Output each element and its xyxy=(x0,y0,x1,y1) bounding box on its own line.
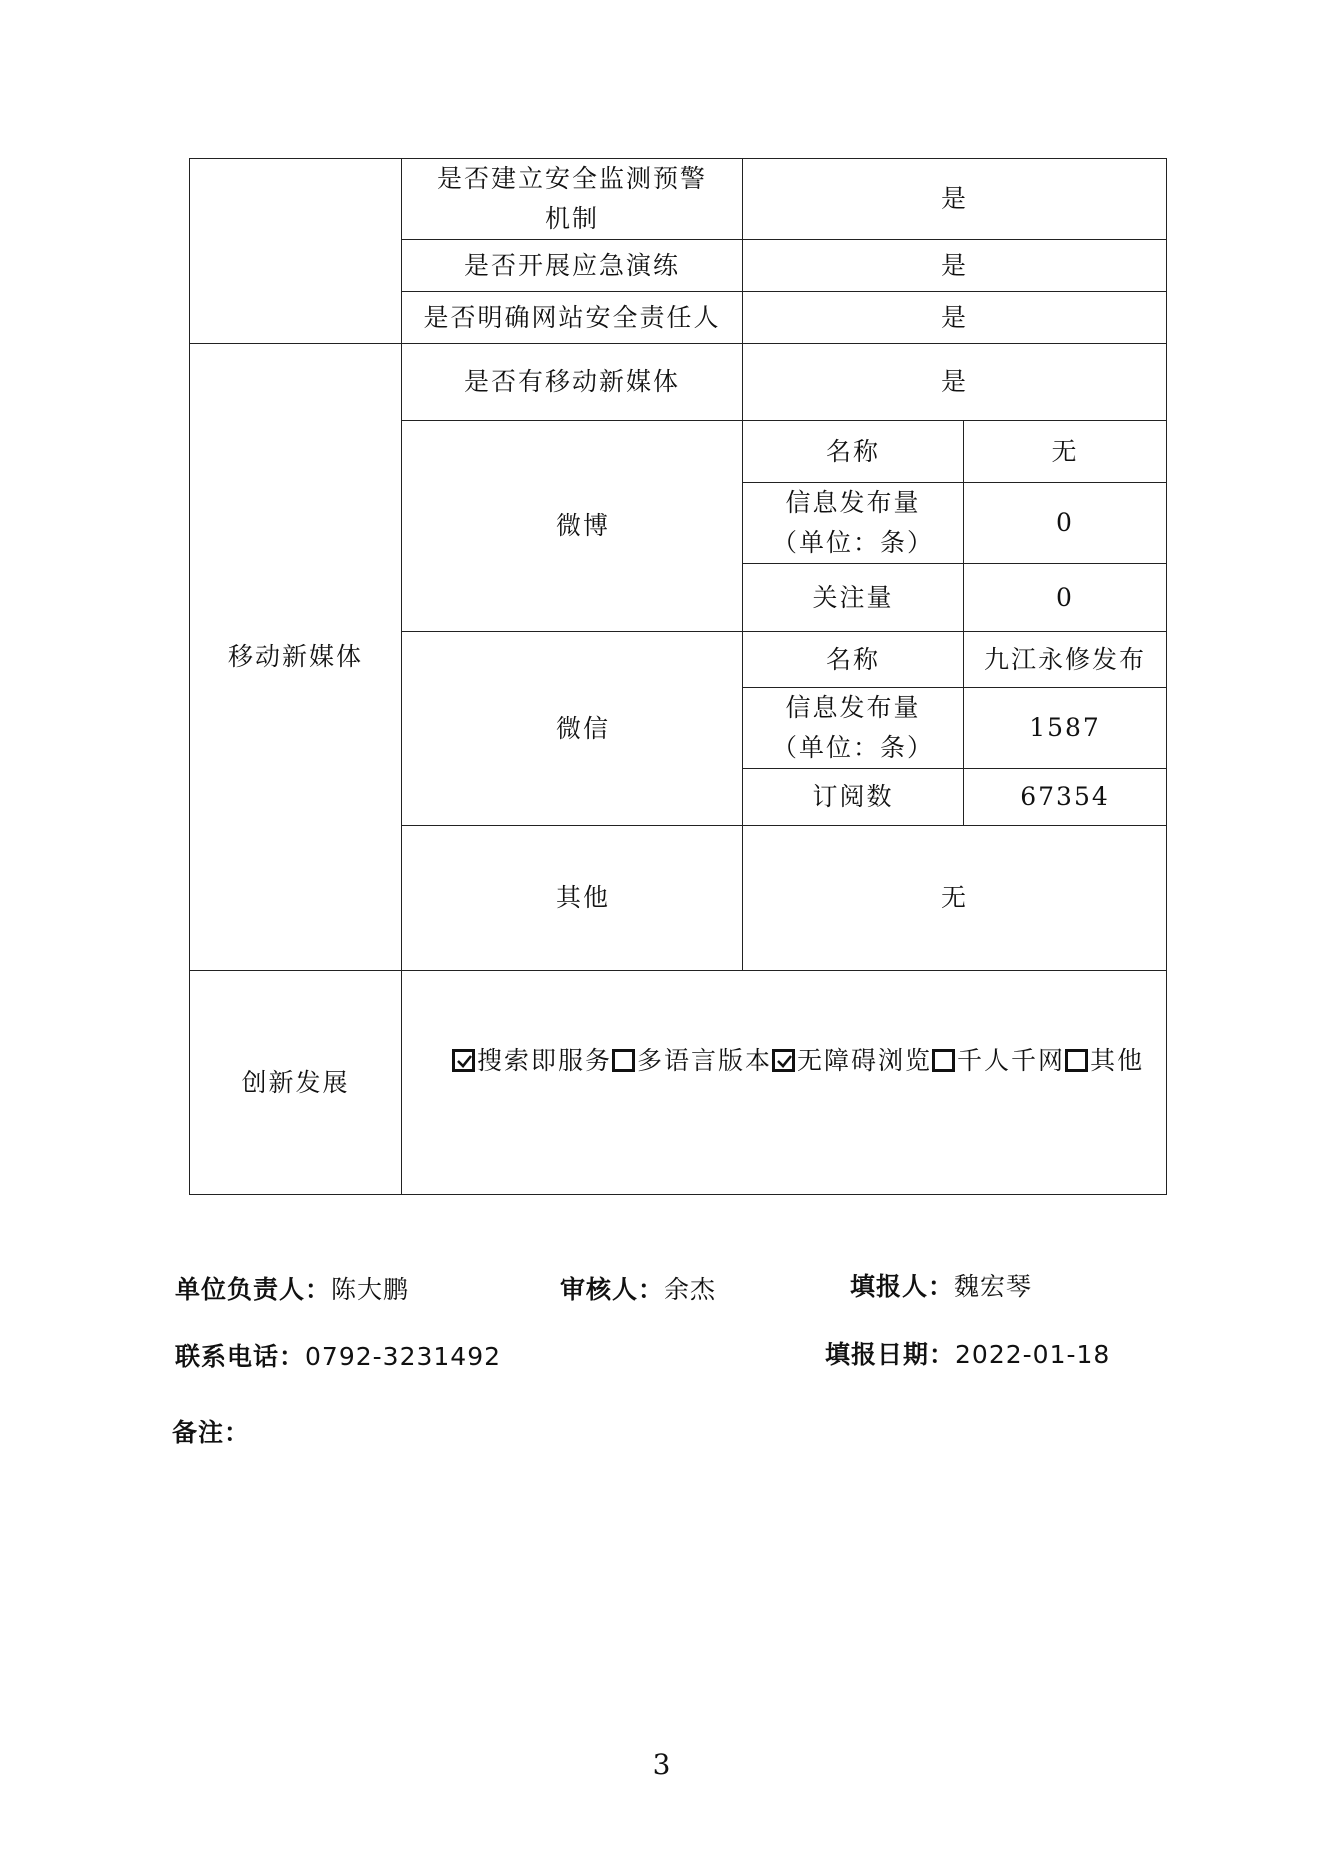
weibo-name-label: 名称 xyxy=(743,421,964,483)
date-label: 填报日期： xyxy=(825,1340,956,1369)
wechat-name-value: 九江永修发布 xyxy=(964,632,1167,688)
weibo-label: 微博 xyxy=(402,421,743,632)
weibo-posts-label: 信息发布量 （单位：条） xyxy=(743,483,964,564)
checkbox-unchecked-icon[interactable] xyxy=(612,1049,635,1072)
wechat-subscribers-label: 订阅数 xyxy=(743,769,964,826)
checkbox-checked-icon[interactable] xyxy=(452,1049,475,1072)
security-owner-value: 是 xyxy=(743,292,1167,344)
weibo-name-value: 无 xyxy=(964,421,1167,483)
phone-value: 0792-3231492 xyxy=(305,1342,501,1371)
checkbox-unchecked-icon[interactable] xyxy=(1065,1049,1088,1072)
unit-head-label: 单位负责人： xyxy=(175,1275,332,1304)
date-line xyxy=(825,1335,1110,1371)
emergency-drill-value: 是 xyxy=(743,240,1167,292)
has-mobile-media-value: 是 xyxy=(743,344,1167,421)
weibo-followers-label: 关注量 xyxy=(743,564,964,632)
remarks-line xyxy=(172,1413,250,1449)
checkbox-checked-icon[interactable] xyxy=(772,1049,795,1072)
innovation-option-label: 其他 xyxy=(1090,1046,1145,1075)
reviewer-label: 审核人： xyxy=(560,1275,665,1304)
innovation-option-label: 千人千网 xyxy=(957,1046,1066,1075)
filler-value: 魏宏琴 xyxy=(954,1272,1033,1301)
section-cell-blank xyxy=(190,159,402,344)
reviewer-value: 余杰 xyxy=(664,1275,717,1304)
date-value: 2022-01-18 xyxy=(955,1340,1111,1369)
security-owner-label: 是否明确网站安全责任人 xyxy=(402,292,743,344)
reviewer-line xyxy=(560,1270,716,1306)
weibo-followers-value: 0 xyxy=(964,564,1167,632)
security-monitoring-label: 是否建立安全监测预警 机制 xyxy=(402,159,743,240)
table-row xyxy=(190,344,1167,421)
unit-head-line xyxy=(175,1270,409,1306)
report-table xyxy=(189,158,1167,1195)
page-number: 3 xyxy=(652,1748,671,1781)
table-row xyxy=(190,971,1167,1195)
remarks-label: 备注： xyxy=(172,1418,251,1447)
other-media-label: 其他 xyxy=(402,826,743,971)
innovation-options xyxy=(402,971,1167,1195)
phone-line xyxy=(175,1337,501,1373)
checkbox-unchecked-icon[interactable] xyxy=(932,1049,955,1072)
wechat-posts-value: 1587 xyxy=(964,688,1167,769)
wechat-posts-label: 信息发布量 （单位：条） xyxy=(743,688,964,769)
unit-head-value: 陈大鹏 xyxy=(331,1275,410,1304)
security-monitoring-value: 是 xyxy=(743,159,1167,240)
emergency-drill-label: 是否开展应急演练 xyxy=(402,240,743,292)
innovation-option-label: 搜索即服务 xyxy=(477,1046,613,1075)
weibo-posts-value: 0 xyxy=(964,483,1167,564)
wechat-subscribers-value: 67354 xyxy=(964,769,1167,826)
innovation-section-label: 创新发展 xyxy=(190,971,402,1195)
other-media-value: 无 xyxy=(743,826,1167,971)
innovation-option-label: 无障碍浏览 xyxy=(797,1046,933,1075)
innovation-option-label: 多语言版本 xyxy=(637,1046,773,1075)
has-mobile-media-label: 是否有移动新媒体 xyxy=(402,344,743,421)
phone-label: 联系电话： xyxy=(175,1342,306,1371)
filler-label: 填报人： xyxy=(850,1272,955,1301)
wechat-label: 微信 xyxy=(402,632,743,826)
mobile-media-section-label: 移动新媒体 xyxy=(190,344,402,971)
table-row xyxy=(190,159,1167,240)
filler-line xyxy=(850,1267,1032,1303)
wechat-name-label: 名称 xyxy=(743,632,964,688)
